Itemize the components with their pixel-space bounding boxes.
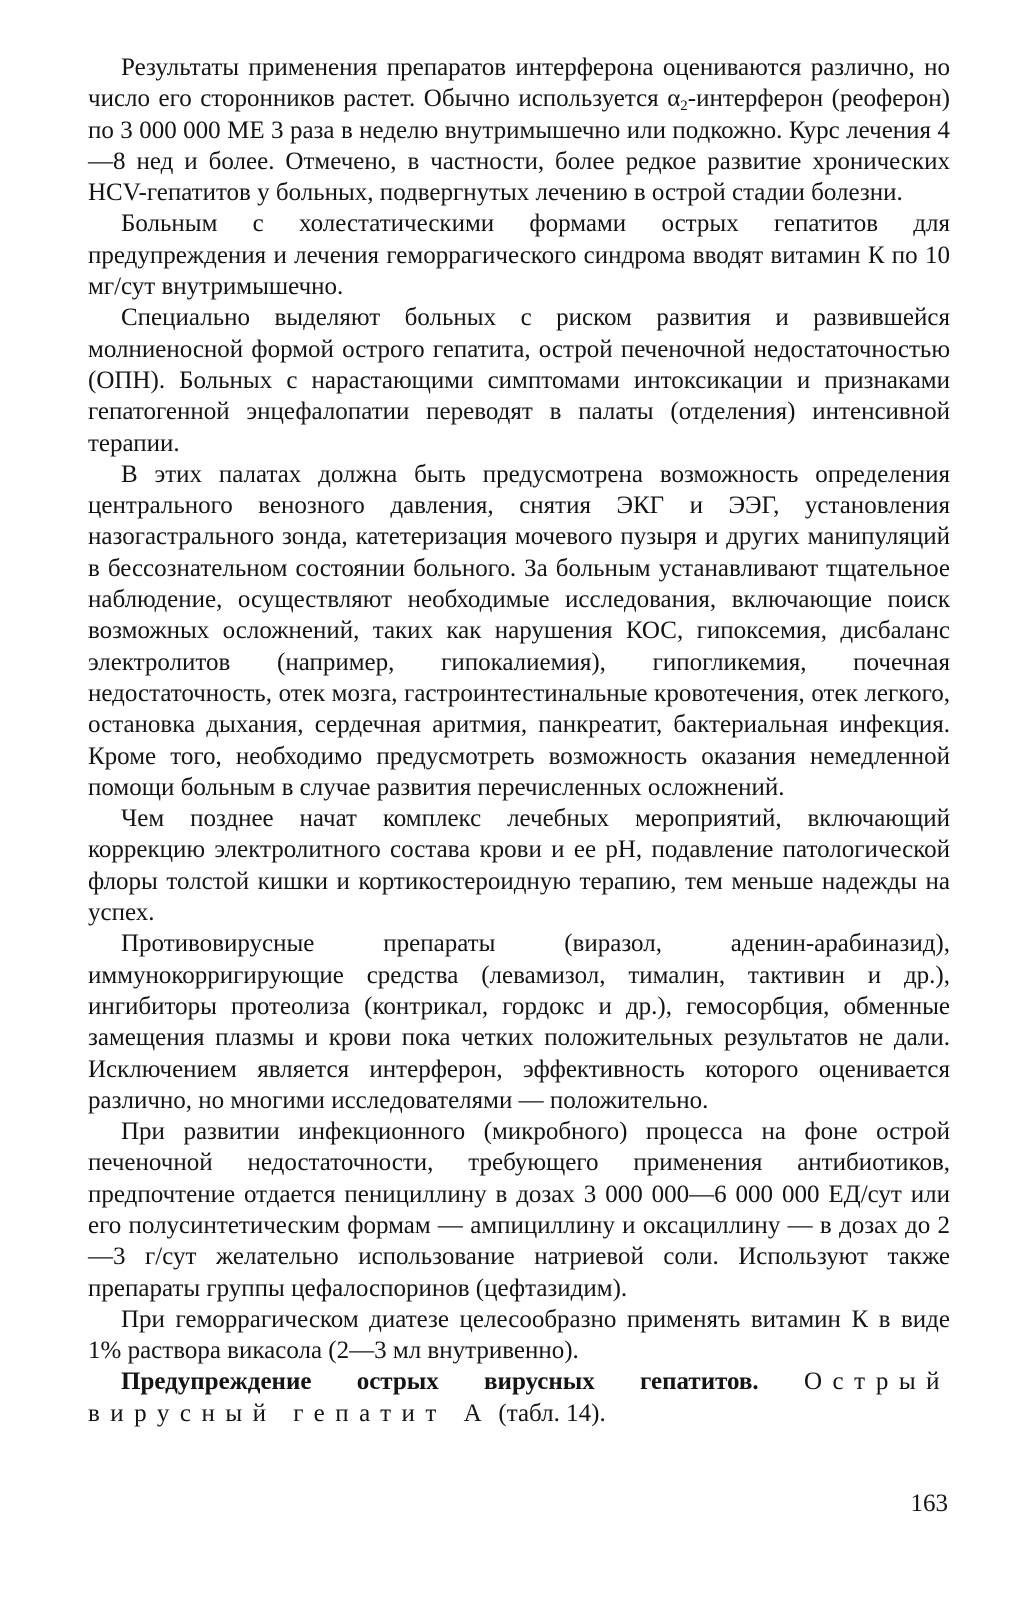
paragraph-interferon [88,52,950,208]
paragraph-hemorrhagic-diathesis: При геморрагическом диатезе целесообразно применять витамин К в виде 1% раствора викасола (2—3 мл внутривенно). [88,1305,950,1365]
paragraph-interferon-end: -интерферон (реоферон) по 3 000 000 МЕ 3 раза в неделю внутримышечно или подкожно. Курс лечения 4—8 нед и более. Отмечено, в частности, более редкое развитие хронических HCV-гепатитов у больных, подвергнутых лечению в острой стадии болезни. [88,85,951,207]
section-prevention [88,1366,950,1429]
paragraph-antibiotics: При развитии инфекционного (микробного) процесса на фоне острой печеночной недостаточности, требующего применения антибиотиков, предпочтение отдается пенициллину в дозах 3 000 000—6 000 000 ЕД/сут или его полусинтетическим формам — ампициллину и оксациллину — в дозах до 2—3 г/сут желательно использование натриевой соли. Используют также препараты группы цефалоспоринов (цефтазидим). [88,1118,950,1302]
section-subheading: Острый вирусный гепатит А [88,1368,951,1427]
body-text [88,52,950,1429]
alpha-subscript: 2 [680,98,688,115]
section-heading: Предупреждение острых вирусных гепатитов. [121,1368,759,1396]
paragraph-vitamin-k: Больным с холестатическими формами острых гепатитов для предупреждения и лечения геморрагического синдрома вводят витамин К по 10 мг/сут внутримышечно. [88,210,950,301]
paragraph-interferon-start: Результаты применения препаратов интерферона оцениваются различно, но число его сторонников растет. Обычно используется [88,54,950,113]
paragraph-fulminant-form: Специально выделяют больных с риском развития и развившейся молниеносной формой острого гепатита, острой печеночной недостаточностью (ОПН). Больных с нарастающими симптомами интоксикации и признаками гепатогенной энцефалопатии переводят в палаты (отделения) интенсивной терапии. [88,304,950,457]
paragraph-intensive-care: В этих палатах должна быть предусмотрена возможность определения центрального венозного давления, снятия ЭКГ и ЭЭГ, установления назогастрального зонда, катетеризация мочевого пузыря и других манипуляций в бессознательном состоянии больного. За больным устанавливают тщательное наблюдение, осуществляют необходимые исследования, включающие поиск возможных осложнений, таких как нарушения КОС, гипоксемия, дисбаланс электролитов (например, гипокалиемия), гипогликемия, почечная недостаточность, отек мозга, гастроинтестинальные кровотечения, отек легкого, остановка дыхания, сердечная аритмия, панкреатит, бактериальная инфекция. Кроме того, необходимо предусмотреть возможность оказания немедленной помощи больным в случае развития перечисленных осложнений. [88,460,950,801]
table-reference: (табл. 14). [498,1399,606,1427]
alpha-symbol: α [667,85,681,113]
page-number: 163 [910,1490,948,1517]
paragraph-antiviral-drugs: Противовирусные препараты (виразол, аденин-арабиназид), иммунокорригирующие средства (левамизол, тималин, тактивин и др.), ингибиторы протеолиза (контрикал, гордокс и др.), гемосорбция, обменные замещения плазмы и крови пока четких положительных результатов не дали. Исключением является интерферон, эффективность которого оценивается различно, но многими исследователями — положительно. [88,930,950,1114]
paragraph-treatment-timing: Чем позднее начат комплекс лечебных мероприятий, включающий коррекцию электролитного состава крови и ее pH, подавление патологической флоры толстой кишки и кортикостероидную терапию, тем меньше надежды на успех. [88,805,950,927]
